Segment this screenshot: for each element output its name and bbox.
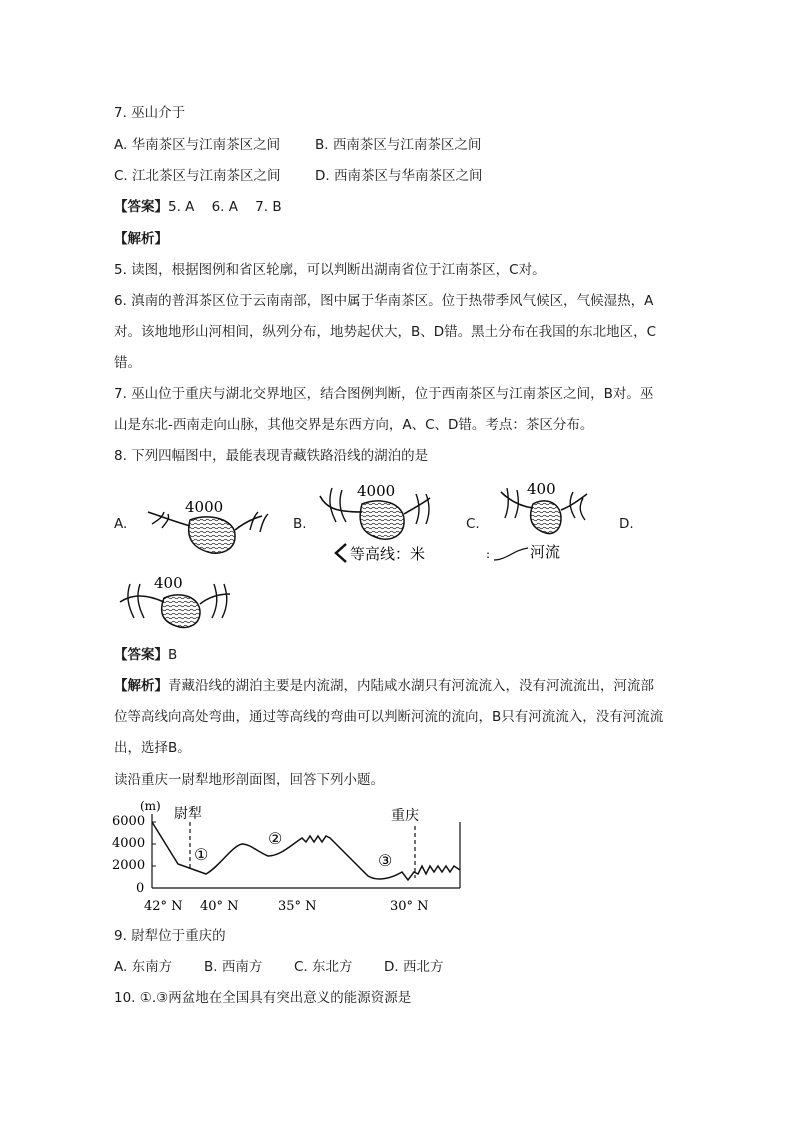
ytick-6000: 6000 — [112, 814, 146, 829]
answer-block-2 — [114, 646, 177, 664]
profile-city-left: 尉犁 — [174, 806, 202, 822]
xtick-30n: 30° N — [390, 899, 429, 914]
q7-option-b: B. 西南茶区与江南茶区之间 — [315, 137, 482, 153]
river-legend-icon — [494, 548, 528, 560]
river-a1 — [148, 512, 190, 526]
fig-b-contour-value: 4000 — [357, 482, 396, 500]
q8-label-d: D. — [619, 516, 634, 532]
analysis-block-2-line2: 位等高线向高处弯曲，通过等高线的弯曲可以判断河流的流向，B只有河流流入，没有河流流 — [114, 709, 664, 725]
analysis-label: 【解析】 — [114, 231, 168, 247]
lake-a — [189, 517, 235, 553]
analysis-7-line2: 山是东北-西南走向山脉，其他交界是东西方向，A、C、D错。考点：茶区分布。 — [114, 417, 594, 433]
plateau-marker-2: ② — [268, 829, 283, 848]
ytick-0: 0 — [136, 881, 145, 896]
analysis-label: 【解析】 — [114, 678, 168, 694]
fig-a-contour-value: 4000 — [185, 498, 224, 516]
q7-option-c: C. 江北茶区与江南茶区之间 — [114, 168, 281, 184]
terrain-profile-chart — [110, 796, 470, 916]
answer-block-1 — [114, 198, 282, 216]
xtick-42n: 42° N — [144, 899, 183, 914]
answer-text: B — [168, 647, 178, 663]
q9-stem: 9. 尉犁位于重庆的 — [114, 928, 226, 944]
river-a2 — [235, 516, 262, 530]
lake-b — [360, 501, 404, 539]
ytick-2000: 2000 — [112, 858, 146, 873]
q7-option-d: D. 西南茶区与华南茶区之间 — [315, 168, 483, 184]
analysis-block-2-line1: 【解析】青藏沿线的湖泊主要是内流湖，内陆咸水湖只有河流流入，没有河流流出，河流部 — [114, 678, 654, 694]
legend-contour-label: 等高线：米 — [350, 545, 426, 563]
q8-figure-c — [495, 478, 595, 548]
lake-d — [162, 595, 200, 628]
analysis-7-line1: 7. 巫山位于重庆与湖北交界地区，结合图例判断，位于西南茶区与江南茶区之间，B对。巫 — [114, 386, 654, 402]
profile-city-right: 重庆 — [391, 808, 419, 824]
xtick-40n: 40° N — [200, 899, 239, 914]
analysis-6-line1: 6. 滇南的普洱茶区位于云南南部，图中属于华南茶区。位于热带季风气候区，气候湿热，A — [114, 293, 654, 309]
q9-option-b: B. 西南方 — [204, 959, 263, 975]
q8-figure-a — [140, 490, 270, 570]
profile-unit: (m) — [140, 799, 161, 813]
analysis-6-line3: 错。 — [114, 355, 141, 371]
basin-marker-1: ① — [194, 845, 209, 864]
answer-text: 5. A 6. A 7. B — [168, 199, 282, 215]
answer-label: 【答案】 — [114, 199, 168, 215]
q9-option-c: C. 东北方 — [294, 959, 353, 975]
answer-label: 【答案】 — [114, 647, 168, 663]
fig-c-contour-value: 400 — [527, 480, 556, 498]
q7-option-a: A. 华南茶区与江南茶区之间 — [114, 137, 281, 153]
fig-d-contour-value: 400 — [154, 574, 183, 592]
q8-stem: 8. 下列四幅图中，最能表现青藏铁路沿线的湖泊的是 — [114, 448, 429, 464]
ytick-4000: 4000 — [112, 836, 146, 851]
q8-label-a: A. — [114, 516, 128, 532]
q10-stem: 10. ①.③两盆地在全国具有突出意义的能源资源是 — [114, 990, 412, 1006]
analysis-block-2-line3: 出，选择B。 — [114, 740, 191, 756]
analysis-6-line2: 对。该地地形山河相间，纵列分布，地势起伏大，B、D错。黑土分布在我国的东北地区，C — [114, 324, 657, 340]
xtick-35n: 35° N — [278, 899, 317, 914]
q8-figure-d — [112, 572, 237, 642]
svg-text::: : — [486, 547, 491, 561]
q9-option-a: A. 东南方 — [114, 959, 173, 975]
lake-c — [531, 501, 561, 534]
q7-stem: 7. 巫山介于 — [114, 105, 186, 121]
q8-label-c: C. — [466, 516, 480, 532]
basin-marker-3: ③ — [378, 851, 393, 870]
q9-option-d: D. 西北方 — [384, 959, 444, 975]
section-intro: 读沿重庆一尉犁地形剖面图，回答下列小题。 — [114, 772, 384, 788]
legend-river-label: 河流 — [530, 543, 561, 561]
q8-label-b: B. — [293, 516, 307, 532]
contour-legend-icon — [336, 544, 346, 562]
analysis-5: 5. 读图，根据图例和省区轮廓，可以判断出湖南省位于江南茶区，C对。 — [114, 262, 546, 278]
